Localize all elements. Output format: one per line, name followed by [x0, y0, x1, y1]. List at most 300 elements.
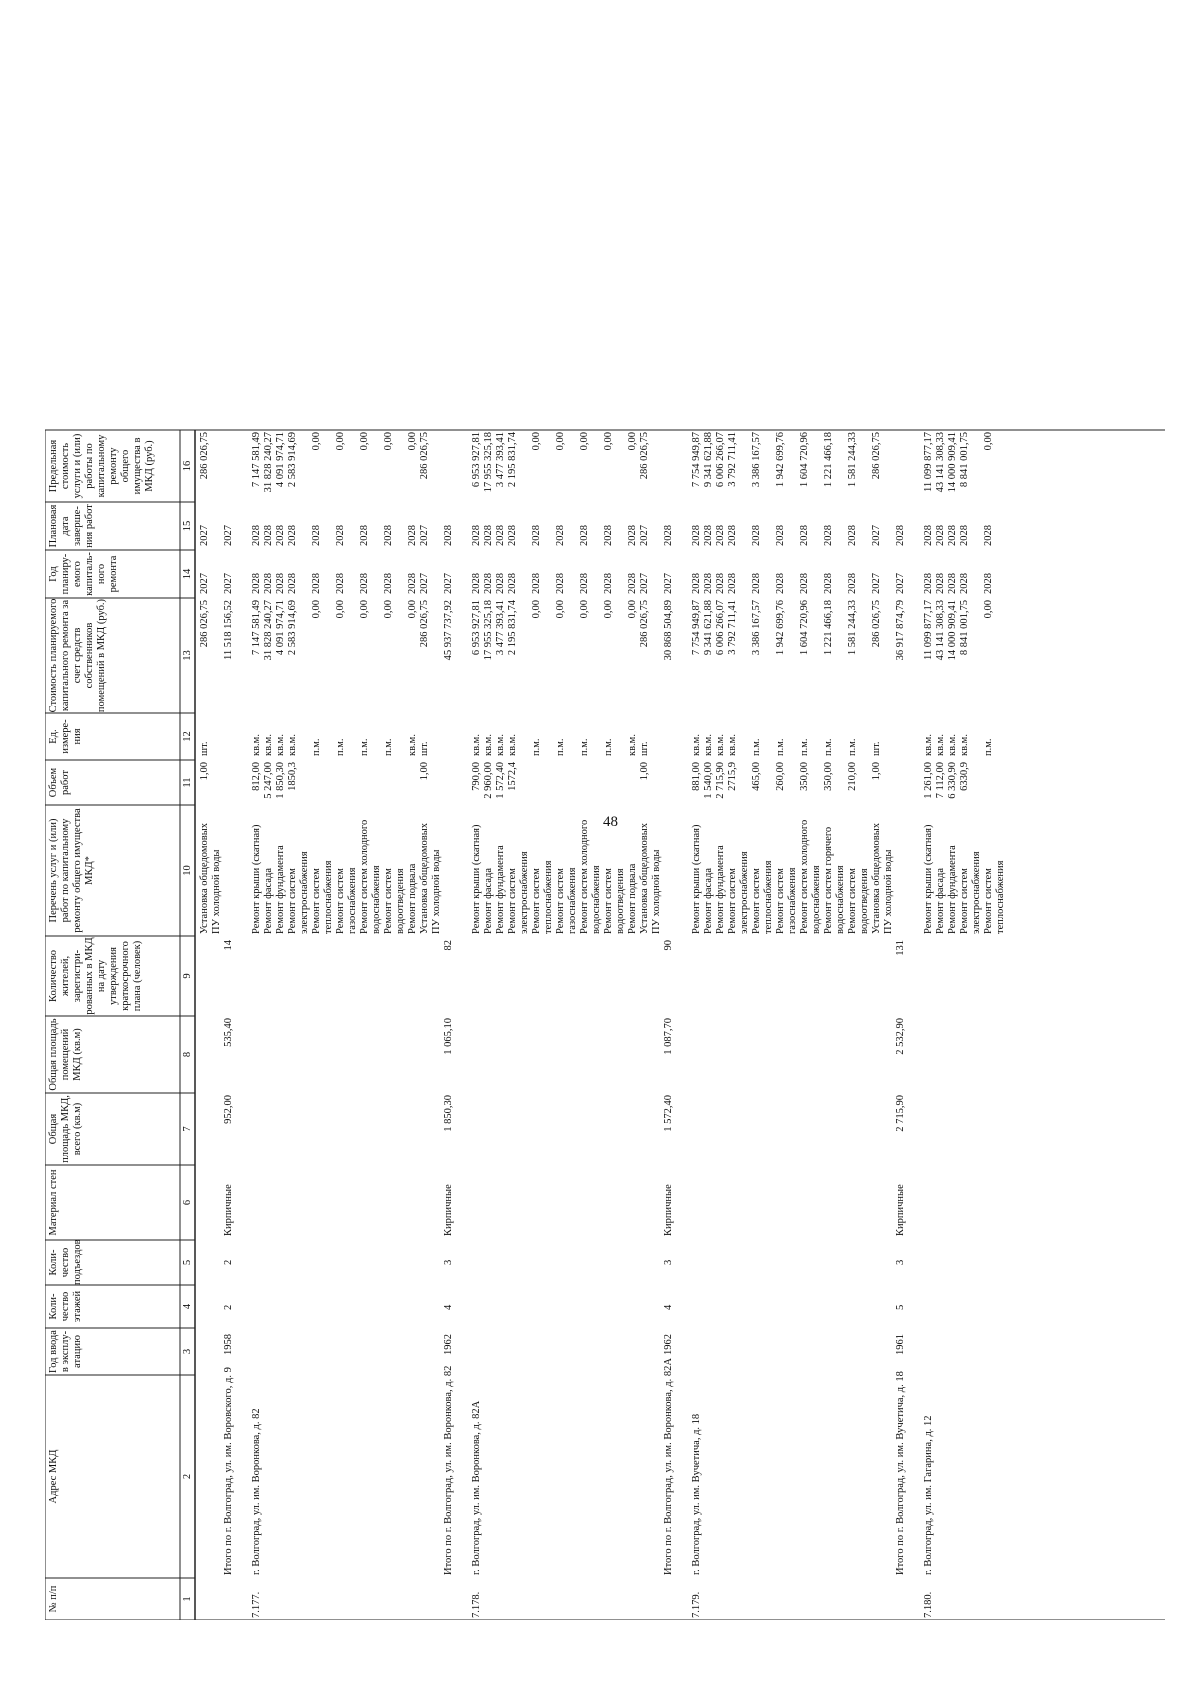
cell-c16: 1 581 244,33 — [847, 432, 858, 488]
column-number: 7 — [182, 1126, 193, 1132]
cell-c16: 286 026,75 — [871, 432, 882, 480]
cell-c16: 0,00 — [311, 432, 322, 451]
cell-c12: шт. — [419, 741, 430, 756]
cell-c8: 1 087,70 — [663, 1018, 674, 1055]
cell-c16: 7 754 949,87 — [691, 432, 702, 488]
cell-c15: 2028 — [359, 525, 370, 546]
cell-c16: 9 341 621,88 — [703, 432, 714, 488]
cell-c11: 2715,9 — [727, 762, 738, 791]
cell-c14: 2028 — [359, 573, 370, 594]
cell-c12: кв.м. — [715, 734, 726, 756]
cell-c10: теплоснабжения — [323, 860, 334, 934]
cell-c14: 2028 — [531, 573, 542, 594]
cell-c15: 2028 — [691, 525, 702, 546]
cell-c3: 1958 — [223, 1334, 234, 1355]
column-number: 9 — [182, 973, 193, 979]
cell-c11: 5 247,00 — [263, 762, 274, 799]
cell-c12: кв.м. — [287, 734, 298, 756]
cell-c11: 1572,4 — [507, 762, 518, 791]
cell-c13: 286 026,75 — [639, 600, 650, 648]
cell-c12: п.м. — [383, 738, 394, 756]
cell-c16: 286 026,75 — [419, 432, 430, 480]
cell-c14: 2028 — [507, 573, 518, 594]
cell-c15: 2028 — [847, 525, 858, 546]
cell-c4: 2 — [223, 1304, 234, 1310]
cell-c10: водоотведения — [859, 868, 870, 934]
cell-c15: 2028 — [895, 525, 906, 546]
cell-c12: п.м. — [531, 738, 542, 756]
cell-c15: 2028 — [627, 525, 638, 546]
cell-c8: 2 532,90 — [895, 1018, 906, 1055]
cell-c16: 3 792 711,41 — [727, 432, 738, 487]
cell-c12: кв.м. — [959, 734, 970, 756]
cell-c10: Ремонт систем — [751, 868, 762, 934]
cell-c13: 8 841 001,75 — [959, 600, 970, 656]
cell-c13: 6 006 266,07 — [715, 600, 726, 656]
cell-c16: 0,00 — [627, 432, 638, 451]
column-header: Год ввода в эксплу-атацию — [48, 1330, 83, 1373]
cell-c14: 2028 — [799, 573, 810, 594]
cell-c12: кв.м. — [627, 734, 638, 756]
cell-c11: 1,00 — [871, 762, 882, 781]
cell-c14: 2028 — [407, 573, 418, 594]
cell-c10: ПУ холодной воды — [651, 849, 662, 934]
cell-c14: 2028 — [947, 573, 958, 594]
cell-c10: теплоснабжения — [995, 860, 1006, 934]
cell-c13: 31 828 240,27 — [263, 600, 274, 661]
cell-c16: 17 955 325,18 — [483, 432, 494, 493]
cell-c12: кв.м. — [923, 734, 934, 756]
cell-c12: кв.м. — [947, 734, 958, 756]
cell-c14: 2028 — [471, 573, 482, 594]
column-header: Объем работ — [48, 767, 71, 798]
cell-c10: Ремонт систем — [847, 868, 858, 934]
cell-c14: 2028 — [935, 573, 946, 594]
cell-c14: 2027 — [895, 573, 906, 594]
cell-c13: 0,00 — [335, 600, 346, 619]
column-header: Плановая дата заверше-ния работ — [48, 504, 95, 548]
cell-c16: 0,00 — [335, 432, 346, 451]
column-header: Коли-чество этажей — [48, 1290, 83, 1323]
column-number: 15 — [182, 520, 193, 532]
cell-c13: 11 518 156,52 — [223, 600, 234, 660]
cell-c15: 2028 — [471, 525, 482, 546]
cell-c1: 7.177. — [251, 1591, 262, 1618]
cell-c16: 2 583 914,69 — [287, 432, 298, 488]
cell-c15: 2028 — [603, 525, 614, 546]
cell-c11: 465,00 — [751, 762, 762, 791]
cell-c15: 2028 — [715, 525, 726, 546]
cell-c16: 1 942 699,76 — [775, 432, 786, 488]
cell-c2: г. Волгоград, ул. им. Гагарина, д. 12 — [923, 1415, 934, 1575]
cell-c10: водоснабжения — [371, 865, 382, 934]
column-header: Общая площадь помещений МКД (кв.м) — [48, 1018, 83, 1091]
cell-c14: 2028 — [263, 573, 274, 594]
column-number: 16 — [182, 460, 193, 472]
cell-c13: 7 147 581,49 — [251, 600, 262, 656]
column-header: Год планиру-емого капиталь-ного ремонта — [48, 552, 119, 596]
cell-c9: 82 — [443, 940, 454, 951]
cell-c13: 286 026,75 — [199, 600, 210, 648]
cell-c11: 210,00 — [847, 762, 858, 791]
cell-c11: 6330,9 — [959, 762, 970, 791]
cell-c10: Ремонт фасада — [935, 867, 946, 934]
cell-c11: 1,00 — [199, 762, 210, 781]
cell-c16: 0,00 — [983, 432, 994, 451]
cell-c9: 90 — [663, 940, 674, 951]
cell-c1: 7.179. — [691, 1591, 702, 1618]
cell-c15: 2028 — [251, 525, 262, 546]
cell-c10: Ремонт крыши (скатная) — [471, 824, 482, 934]
cell-c15: 2028 — [663, 525, 674, 546]
cell-c10: газоснабжения — [787, 867, 798, 934]
cell-c11: 1 850,30 — [275, 762, 286, 799]
cell-c14: 2028 — [483, 573, 494, 594]
cell-c16: 3 477 393,41 — [495, 432, 506, 488]
cell-c6: Кирпичные — [443, 1184, 454, 1236]
cell-c11: 1,00 — [639, 762, 650, 781]
cell-c13: 7 754 949,87 — [691, 600, 702, 656]
cell-c16: 0,00 — [555, 432, 566, 451]
cell-c3: 1962 — [443, 1334, 454, 1355]
cell-c10: ПУ холодной воды — [211, 849, 222, 934]
cell-c13: 286 026,75 — [419, 600, 430, 648]
cell-c13: 2 583 914,69 — [287, 600, 298, 656]
column-number: 4 — [182, 1303, 193, 1310]
column-number: 12 — [182, 731, 193, 742]
cell-c16: 0,00 — [603, 432, 614, 451]
cell-c14: 2028 — [959, 573, 970, 594]
cell-c13: 0,00 — [383, 600, 394, 619]
cell-c15: 2028 — [495, 525, 506, 546]
cell-c15: 2028 — [311, 525, 322, 546]
cell-c15: 2028 — [383, 525, 394, 546]
cell-c11: 1850,3 — [287, 762, 298, 791]
cell-c12: п.м. — [983, 738, 994, 756]
cell-c10: Ремонт фундамента — [495, 845, 506, 934]
cell-c10: теплоснабжения — [543, 860, 554, 934]
cell-c13: 0,00 — [407, 600, 418, 619]
cell-c13: 30 868 504,89 — [663, 600, 674, 661]
cell-c10: газоснабжения — [567, 867, 578, 934]
cell-c10: водоснабжения — [811, 865, 822, 934]
cell-c13: 3 477 393,41 — [495, 600, 506, 656]
cell-c9: 131 — [895, 940, 906, 956]
column-header: Коли-чество подъездов — [48, 1239, 83, 1285]
cell-c14: 2028 — [335, 573, 346, 594]
cell-c10: Ремонт систем — [727, 868, 738, 934]
cell-c11: 1 572,40 — [495, 762, 506, 799]
cell-c12: шт. — [871, 741, 882, 756]
cell-c15: 2028 — [407, 525, 418, 546]
cell-c12: п.м. — [579, 738, 590, 756]
cell-c15: 2027 — [199, 525, 210, 546]
cell-c10: Ремонт систем холодного — [579, 819, 590, 934]
cell-c10: теплоснабжения — [763, 860, 774, 934]
cell-c2: г. Волгоград, ул. им. Воронкова, д. 82 — [251, 1408, 262, 1575]
cell-c10: Ремонт систем — [603, 868, 614, 934]
cell-c10: Ремонт систем — [531, 868, 542, 934]
cell-c10: водоснабжения — [835, 865, 846, 934]
cell-c16: 0,00 — [531, 432, 542, 451]
cell-c13: 0,00 — [579, 600, 590, 619]
cell-c7: 1 572,40 — [663, 1095, 674, 1132]
cell-c10: Установка общедомовых — [199, 822, 210, 934]
cell-c16: 3 386 167,57 — [751, 432, 762, 488]
cell-c13: 286 026,75 — [871, 600, 882, 648]
cell-c12: кв.м. — [691, 734, 702, 756]
cell-c6: Кирпичные — [895, 1184, 906, 1236]
cell-c2: Итого по г. Волгоград, ул. им. Воронкова, д. 82 — [443, 1365, 454, 1575]
cell-c11: 6 330,90 — [947, 762, 958, 799]
cell-c6: Кирпичные — [663, 1184, 674, 1236]
cell-c10: Ремонт подвала — [407, 863, 418, 934]
cell-c12: кв.м. — [407, 734, 418, 756]
cell-c13: 0,00 — [311, 600, 322, 619]
cell-c6: Кирпичные — [223, 1184, 234, 1236]
cell-c15: 2027 — [871, 525, 882, 546]
column-number: 3 — [182, 1348, 193, 1355]
cell-c10: Ремонт систем — [311, 868, 322, 934]
cell-c14: 2028 — [495, 573, 506, 594]
cell-c11: 1 540,00 — [703, 762, 714, 799]
cell-c12: кв.м. — [727, 734, 738, 756]
cell-c14: 2028 — [287, 573, 298, 594]
cell-c12: п.м. — [603, 738, 614, 756]
cell-c13: 1 581 244,33 — [847, 600, 858, 656]
cell-c4: 4 — [663, 1304, 674, 1310]
cell-c14: 2028 — [691, 573, 702, 594]
column-number: 6 — [182, 1199, 193, 1206]
cell-c16: 6 953 927,81 — [471, 432, 482, 488]
cell-c14: 2027 — [639, 573, 650, 594]
cell-c10: Установка общедомовых — [871, 822, 882, 934]
cell-c10: Ремонт систем — [383, 868, 394, 934]
cell-c11: 1 261,00 — [923, 762, 934, 799]
cell-c12: кв.м. — [507, 734, 518, 756]
cell-c8: 1 065,10 — [443, 1018, 454, 1055]
cell-c12: кв.м. — [275, 734, 286, 756]
cell-c12: кв.м. — [495, 734, 506, 756]
cell-c13: 2 195 831,74 — [507, 600, 518, 656]
cell-c15: 2028 — [275, 525, 286, 546]
cell-c15: 2028 — [775, 525, 786, 546]
cell-c16: 31 828 240,27 — [263, 432, 274, 493]
cell-c15: 2028 — [555, 525, 566, 546]
cell-c2: г. Волгоград, ул. им. Воронкова, д. 82А — [471, 1400, 482, 1575]
cell-c12: п.м. — [799, 738, 810, 756]
cell-c12: п.м. — [751, 738, 762, 756]
cell-c10: Ремонт систем — [775, 868, 786, 934]
cell-c15: 2028 — [947, 525, 958, 546]
column-number: 13 — [182, 650, 193, 661]
cell-c15: 2028 — [799, 525, 810, 546]
cell-c10: Ремонт систем — [959, 868, 970, 934]
cell-c2: Итого по г. Волгоград, ул. им. Вучетича, д. 18 — [895, 1371, 906, 1575]
cell-c14: 2028 — [923, 573, 934, 594]
column-number: 10 — [182, 865, 193, 876]
cell-c12: кв.м. — [251, 734, 262, 756]
cell-c15: 2028 — [507, 525, 518, 546]
cell-c13: 0,00 — [603, 600, 614, 619]
cell-c10: Ремонт систем горячего — [823, 826, 834, 934]
cell-c7: 1 850,30 — [443, 1095, 454, 1132]
cell-c4: 5 — [895, 1304, 906, 1310]
cell-c13: 0,00 — [555, 600, 566, 619]
column-number: 5 — [182, 1259, 193, 1266]
cell-c13: 1 221 466,18 — [823, 600, 834, 656]
column-header: Ед. измере-ния — [48, 719, 83, 754]
cell-c16: 1 221 466,18 — [823, 432, 834, 488]
cell-c4: 4 — [443, 1304, 454, 1310]
cell-c16: 4 091 974,71 — [275, 432, 286, 488]
cell-c13: 1 604 720,96 — [799, 600, 810, 656]
cell-c14: 2027 — [199, 573, 210, 594]
cell-c14: 2027 — [871, 573, 882, 594]
cell-c15: 2028 — [579, 525, 590, 546]
cell-c13: 3 386 167,57 — [751, 600, 762, 656]
cell-c15: 2028 — [751, 525, 762, 546]
cell-c10: Ремонт фундамента — [947, 845, 958, 934]
cell-c13: 0,00 — [983, 600, 994, 619]
cell-c15: 2028 — [531, 525, 542, 546]
column-header: Общая площадь МКД, всего (кв.м) — [48, 1095, 83, 1163]
cell-c12: шт. — [639, 741, 650, 756]
cell-c16: 7 147 581,49 — [251, 432, 262, 488]
cell-c13: 0,00 — [627, 600, 638, 619]
cell-c10: Ремонт фундамента — [715, 845, 726, 934]
cell-c15: 2028 — [727, 525, 738, 546]
cell-c16: 0,00 — [359, 432, 370, 451]
cell-c14: 2028 — [775, 573, 786, 594]
cell-c12: п.м. — [335, 738, 346, 756]
cell-c16: 8 841 001,75 — [959, 432, 970, 488]
column-header: Стоимость планируемого капитального ремонта за счет средств собственников помещений в МКД (руб.) — [48, 598, 107, 713]
cell-c14: 2027 — [223, 573, 234, 594]
cell-c16: 43 141 308,33 — [935, 432, 946, 493]
cell-c14: 2028 — [627, 573, 638, 594]
cell-c13: 0,00 — [531, 600, 542, 619]
cell-c15: 2027 — [419, 525, 430, 546]
column-number: 14 — [182, 568, 193, 580]
cell-c12: кв.м. — [483, 734, 494, 756]
cell-c12: п.м. — [555, 738, 566, 756]
cell-c13: 36 917 874,79 — [895, 600, 906, 661]
cell-c11: 2 960,00 — [483, 762, 494, 799]
cell-c16: 0,00 — [579, 432, 590, 451]
cell-c10: электроснабжения — [519, 851, 530, 934]
column-header: Материал стен — [48, 1169, 59, 1236]
cell-c15: 2028 — [935, 525, 946, 546]
cell-c10: Ремонт систем холодного — [359, 819, 370, 934]
cell-c14: 2028 — [383, 573, 394, 594]
cell-c8: 535,40 — [223, 1018, 234, 1047]
cell-c10: водоотведения — [615, 868, 626, 934]
cell-c2: Итого по г. Волгоград, ул. им. Воровского, д. 9 — [223, 1367, 234, 1575]
page-number: 48 — [603, 814, 618, 830]
cell-c10: электроснабжения — [299, 851, 310, 934]
cell-c14: 2027 — [663, 573, 674, 594]
cell-c5: 3 — [663, 1259, 674, 1265]
cell-c15: 2027 — [223, 525, 234, 546]
cell-c14: 2027 — [443, 573, 454, 594]
cell-c15: 2028 — [959, 525, 970, 546]
cell-c12: п.м. — [847, 738, 858, 756]
cell-c5: 2 — [223, 1259, 234, 1265]
cell-c10: Ремонт крыши (скатная) — [923, 824, 934, 934]
cell-c11: 260,00 — [775, 762, 786, 791]
cell-c10: Установка общедомовых — [639, 822, 650, 934]
cell-c2: г. Волгоград, ул. им. Вучетича, д. 18 — [691, 1413, 702, 1575]
cell-c10: электроснабжения — [971, 851, 982, 934]
cell-c14: 2028 — [727, 573, 738, 594]
column-header: Адрес МКД — [48, 1449, 59, 1504]
cell-c15: 2028 — [287, 525, 298, 546]
cell-c14: 2028 — [715, 573, 726, 594]
column-number: 1 — [182, 1596, 193, 1602]
cell-c14: 2028 — [847, 573, 858, 594]
column-header: Количество жителей, зарегистри-рованных в МКД на дату утверждения краткосрочного плана (человек) — [48, 937, 143, 1015]
cell-c7: 2 715,90 — [895, 1095, 906, 1132]
cell-c13: 45 937 737,92 — [443, 600, 454, 661]
cell-c13: 9 341 621,88 — [703, 600, 714, 656]
cell-c10: ПУ холодной воды — [431, 849, 442, 934]
cell-c14: 2028 — [603, 573, 614, 594]
cell-c11: 790,00 — [471, 762, 482, 791]
cell-c10: Ремонт крыши (скатная) — [691, 824, 702, 934]
cell-c1: 7.180. — [923, 1591, 934, 1618]
cell-c10: Ремонт фасада — [263, 867, 274, 934]
cell-c10: Ремонт крыши (скатная) — [251, 824, 262, 934]
cell-c10: водоотведения — [395, 868, 406, 934]
register-table — [45, 120, 1185, 1620]
cell-c12: кв.м. — [263, 734, 274, 756]
cell-c12: п.м. — [823, 738, 834, 756]
cell-c5: 3 — [443, 1259, 454, 1265]
cell-c14: 2028 — [275, 573, 286, 594]
cell-c11: 881,00 — [691, 762, 702, 791]
cell-c12: п.м. — [311, 738, 322, 756]
column-number: 11 — [182, 777, 193, 788]
cell-c16: 6 006 266,07 — [715, 432, 726, 488]
cell-c10: Ремонт систем — [335, 868, 346, 934]
cell-c12: п.м. — [775, 738, 786, 756]
cell-c14: 2028 — [555, 573, 566, 594]
cell-c10: Ремонт систем — [287, 868, 298, 934]
cell-c13: 3 792 711,41 — [727, 600, 738, 655]
cell-c13: 6 953 927,81 — [471, 600, 482, 656]
cell-c12: кв.м. — [703, 734, 714, 756]
cell-c10: Ремонт фасада — [483, 867, 494, 934]
cell-c14: 2028 — [751, 573, 762, 594]
cell-c15: 2028 — [335, 525, 346, 546]
cell-c15: 2028 — [923, 525, 934, 546]
cell-c15: 2028 — [703, 525, 714, 546]
cell-c10: водоснабжения — [591, 865, 602, 934]
cell-c13: 17 955 325,18 — [483, 600, 494, 661]
cell-c10: Ремонт фасада — [703, 867, 714, 934]
cell-c15: 2027 — [639, 525, 650, 546]
cell-c10: электроснабжения — [739, 851, 750, 934]
cell-c7: 952,00 — [223, 1095, 234, 1124]
cell-c10: Ремонт фундамента — [275, 845, 286, 934]
cell-c13: 11 099 877,17 — [923, 600, 934, 660]
cell-c16: 2 195 831,74 — [507, 432, 518, 488]
cell-c12: кв.м. — [471, 734, 482, 756]
cell-c16: 0,00 — [383, 432, 394, 451]
cell-c11: 812,00 — [251, 762, 262, 791]
cell-c10: Ремонт систем — [507, 868, 518, 934]
